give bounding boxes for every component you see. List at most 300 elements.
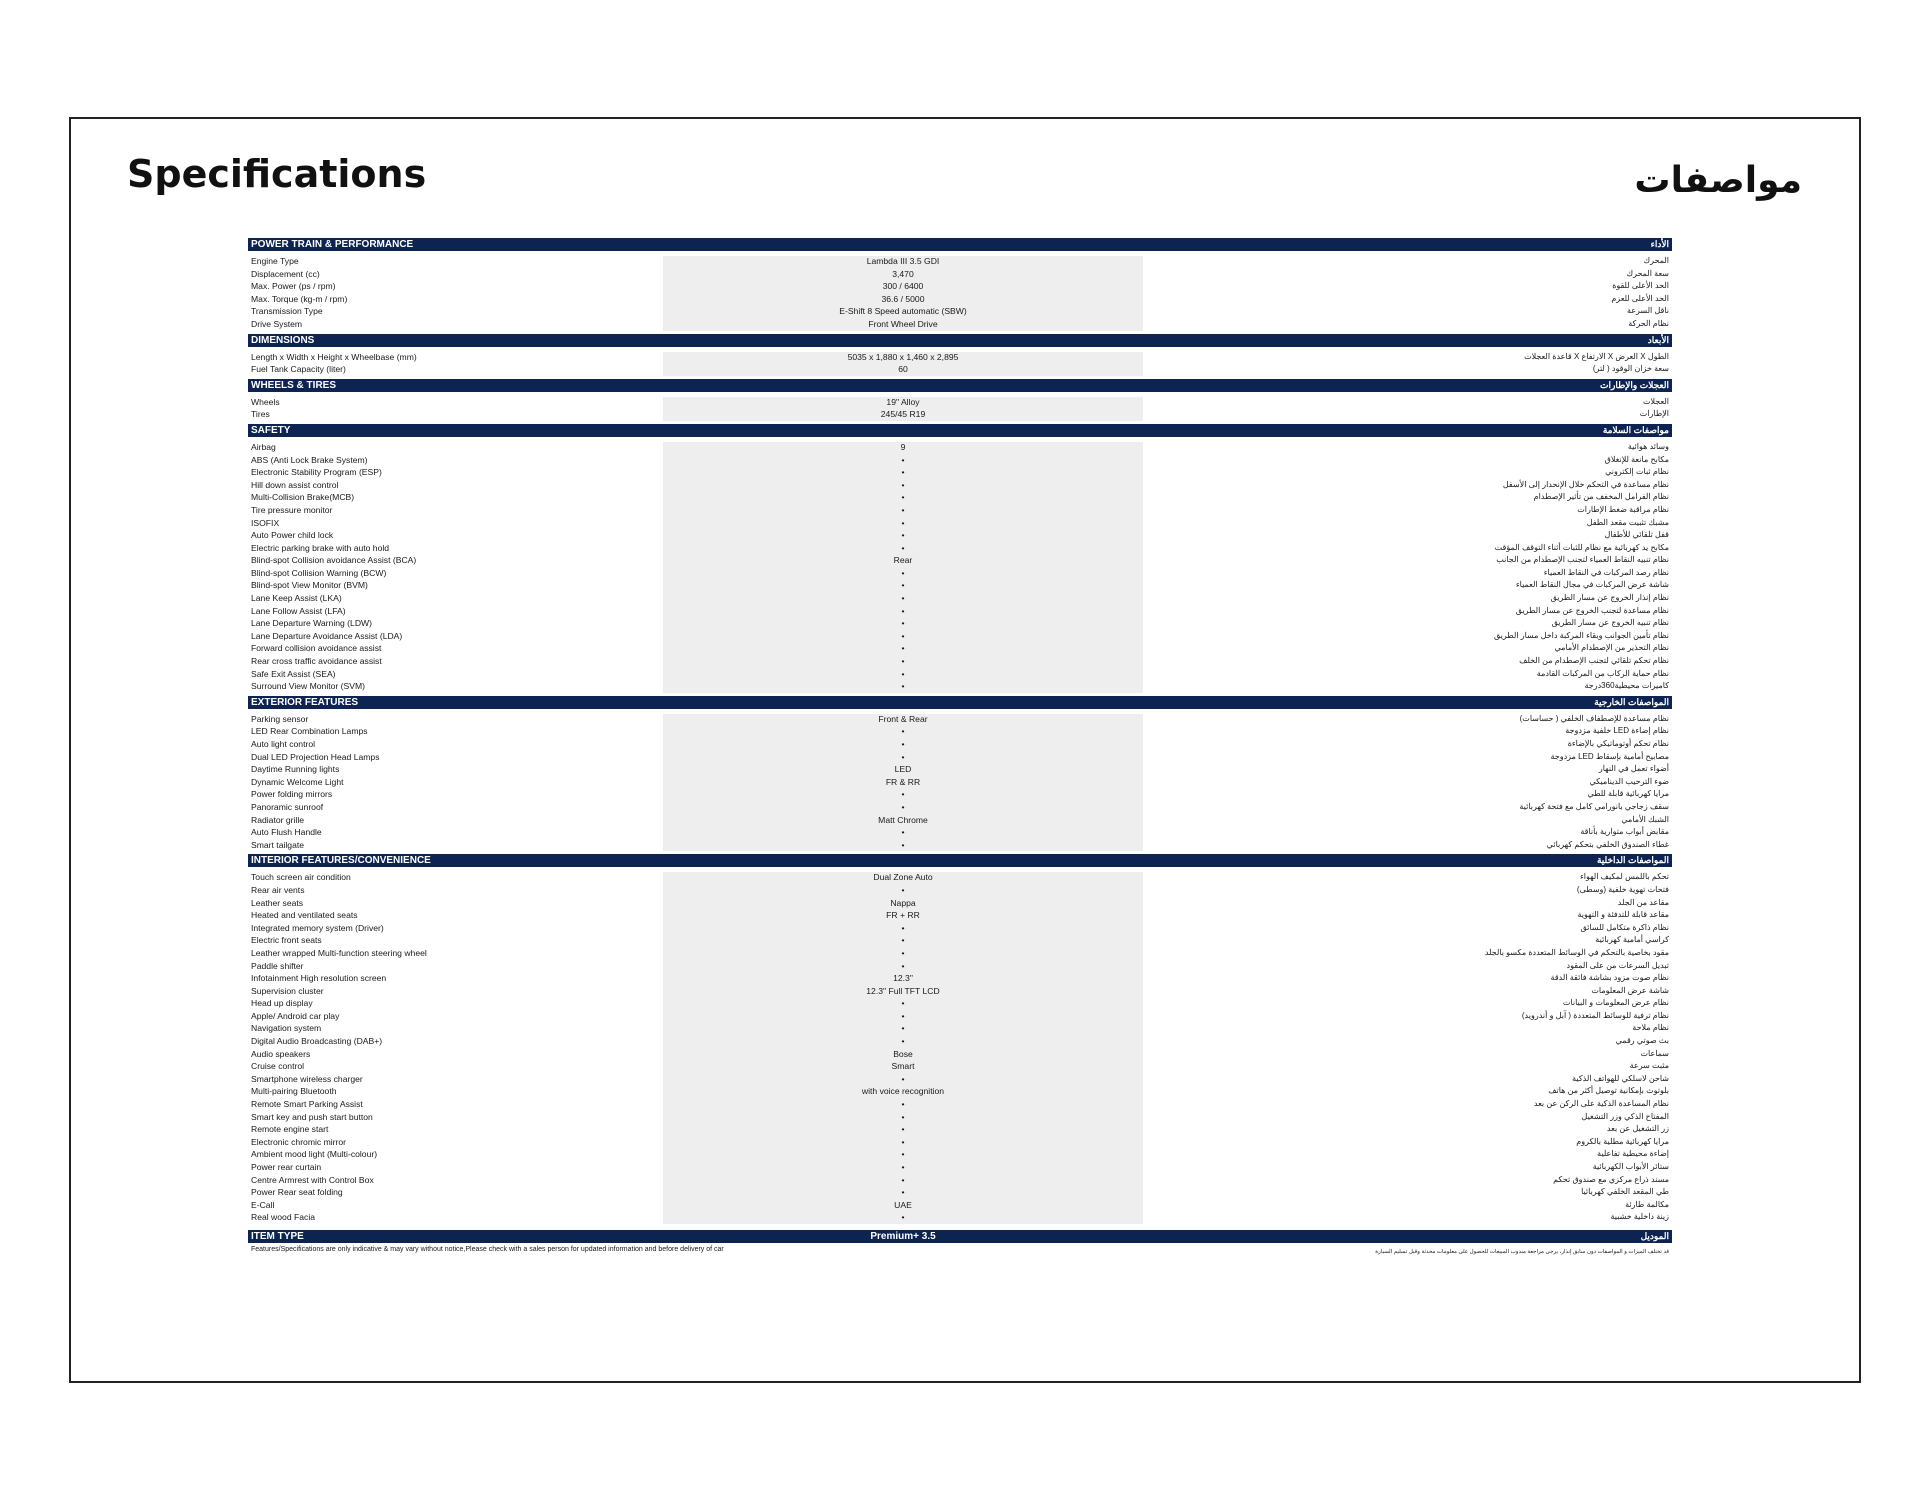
spec-value: • <box>901 884 905 895</box>
spec-row <box>248 897 1672 910</box>
spec-label-english: Auto Power child lock <box>251 530 334 541</box>
spec-value: Rear <box>893 555 913 566</box>
spec-value: Dual Zone Auto <box>873 872 933 883</box>
spec-label-arabic: نظام ثبات إلكتروني <box>1605 467 1669 477</box>
section-title-arabic: المواصفات الخارجية <box>1594 696 1669 707</box>
spec-label-english: Power rear curtain <box>251 1162 322 1172</box>
page-title-arabic: مواصفات <box>1634 160 1802 201</box>
spec-label-arabic: نظام رصد المركبات في النقاط العمياء <box>1543 567 1669 577</box>
spec-label-arabic: نظام تحكم أوتوماتيكي بالإضاءة <box>1567 739 1669 748</box>
section-header <box>248 238 1672 251</box>
spec-label-english: Tire pressure monitor <box>251 504 333 515</box>
section-title-arabic: المواصفات الداخلية <box>1596 855 1669 866</box>
spec-row <box>248 884 1672 897</box>
item-type-label-arabic: الموديل <box>1640 1230 1669 1241</box>
spec-label-arabic: نظام مساعدة لتجنب الخروج عن مسار الطريق <box>1515 605 1669 615</box>
spec-label-english: Smart key and push start button <box>251 1111 373 1122</box>
section-title-english: EXTERIOR FEATURES <box>251 696 359 708</box>
spec-value: 60 <box>898 364 908 375</box>
spec-row <box>248 396 1672 409</box>
spec-row <box>248 960 1672 973</box>
spec-label-english: Length x Width x Height x Wheelbase (mm) <box>251 351 417 362</box>
spec-label-english: LED Rear Combination Lamps <box>251 726 368 737</box>
section-body <box>248 709 1672 855</box>
spec-row <box>248 839 1672 852</box>
spec-label-arabic: مصابيح أمامية بإسقاط LED مزدوجة <box>1550 751 1669 761</box>
spec-label-english: Transmission Type <box>251 306 323 317</box>
spec-value: 300 / 6400 <box>882 281 924 292</box>
spec-row <box>248 517 1672 530</box>
spec-label-english: Blind-spot Collision Warning (BCW) <box>251 567 387 578</box>
spec-label-arabic: مكابح يد كهربائية مع نظام للثبات أثناء التوقف المؤقت <box>1494 542 1669 552</box>
spec-label-arabic: تبديل السرعات من على المقود <box>1566 960 1669 970</box>
spec-label-english: Electronic chromic mirror <box>251 1136 347 1147</box>
spec-label-arabic: ناقل السرعة <box>1626 306 1669 316</box>
spec-value: • <box>901 1124 905 1135</box>
spec-label-english: Forward collision avoidance assist <box>251 643 382 654</box>
spec-label-arabic: نظام تأمين الجوانب وبقاء المركبة داخل مسار الطريق <box>1493 630 1669 640</box>
spec-row <box>248 776 1672 789</box>
spec-label-arabic: المفتاح الذكي وزر التشغيل <box>1581 1111 1669 1121</box>
spec-label-english: Lane Follow Assist (LFA) <box>251 605 346 616</box>
section-header <box>248 334 1672 347</box>
spec-label-arabic: الطول X العرض X الارتفاع X قاعدة العجلات <box>1524 351 1669 361</box>
spec-value: Smart <box>891 1061 915 1072</box>
spec-value: Lambda III 3.5 GDI <box>866 256 940 266</box>
spec-label-english: Touch screen air condition <box>251 872 351 883</box>
spec-label-english: Auto light control <box>251 739 316 749</box>
spec-label-arabic: نظام الفرامل المخفف من تأثير الإصطدام <box>1533 492 1669 502</box>
spec-label-arabic: نظام ملاحة <box>1632 1023 1669 1033</box>
spec-value: 3,470 <box>892 268 914 279</box>
spec-label-arabic: العجلات <box>1643 396 1669 406</box>
spec-label-arabic: نظام إنذار الخروج عن مسار الطريق <box>1550 593 1669 603</box>
spec-label-english: Dual LED Projection Head Lamps <box>251 751 380 762</box>
spec-label-arabic: نظام صوت مزود بشاشة فائقة الدقة <box>1550 973 1669 983</box>
spec-row <box>248 788 1672 801</box>
spec-row <box>248 655 1672 668</box>
spec-label-english: Lane Departure Warning (LDW) <box>251 618 372 629</box>
section-body <box>248 437 1672 696</box>
spec-row <box>248 305 1672 318</box>
spec-row <box>248 255 1672 268</box>
spec-row <box>248 668 1672 681</box>
spec-row <box>248 293 1672 306</box>
spec-label-english: Daytime Running lights <box>251 764 340 775</box>
spec-label-arabic: نظام مساعدة للإصطفاف الخلفي ( حساسات) <box>1519 713 1669 723</box>
spec-value: • <box>901 789 905 800</box>
section-body <box>248 251 1672 334</box>
spec-label-arabic: أضواء تعمل في النهار <box>1598 764 1669 774</box>
spec-value: • <box>901 681 905 692</box>
spec-label-english: Leather wrapped Multi-function steering wheel <box>251 947 427 958</box>
spec-row <box>248 554 1672 567</box>
section-title-english: DIMENSIONS <box>251 334 315 346</box>
spec-value: 36.6 / 5000 <box>881 293 925 304</box>
spec-value: • <box>901 668 905 679</box>
spec-label-english: Remote engine start <box>251 1124 329 1135</box>
section-title-arabic: الأداء <box>1650 239 1669 249</box>
spec-row <box>248 1174 1672 1187</box>
spec-label-arabic: نظام إضاءة LED خلفية مزدوجة <box>1565 726 1669 736</box>
spec-row <box>248 542 1672 555</box>
section-body <box>248 867 1672 1227</box>
spec-value: UAE <box>894 1199 912 1210</box>
spec-label-english: Digital Audio Broadcasting (DAB+) <box>251 1036 383 1047</box>
spec-label-english: Max. Torque (kg-m / rpm) <box>251 293 348 304</box>
spec-row <box>248 1136 1672 1149</box>
spec-label-arabic: مثبت سرعة <box>1629 1061 1669 1071</box>
spec-row <box>248 529 1672 542</box>
section-header <box>248 424 1672 437</box>
spec-label-arabic: شاشة عرض المعلومات <box>1591 985 1669 995</box>
spec-value: • <box>901 726 905 737</box>
spec-value: • <box>901 827 905 838</box>
spec-label-arabic: الإطارات <box>1639 409 1669 419</box>
spec-label-english: Displacement (cc) <box>251 268 320 279</box>
spec-label-english: E-Call <box>251 1199 275 1210</box>
spec-value: 19" Alloy <box>886 396 920 407</box>
spec-value: Bose <box>893 1048 913 1059</box>
spec-row <box>248 1148 1672 1161</box>
spec-value: • <box>901 517 905 528</box>
spec-label-english: Heated and ventilated seats <box>251 910 358 921</box>
spec-label-english: Remote Smart Parking Assist <box>251 1099 363 1110</box>
spec-value: FR & RR <box>885 776 921 787</box>
spec-label-english: Centre Armrest with Control Box <box>251 1174 374 1185</box>
spec-label-english: ISOFIX <box>251 517 280 528</box>
spec-label-arabic: الحد الأعلى للقوة <box>1612 281 1669 291</box>
spec-label-arabic: طي المقعد الخلفي كهربائيا <box>1581 1187 1669 1197</box>
spec-value: • <box>901 922 905 933</box>
spec-label-arabic: تحكم باللمس لمكيف الهواء <box>1579 872 1669 882</box>
spec-row <box>248 1035 1672 1048</box>
spec-label-english: Radiator grille <box>251 814 305 825</box>
spec-row <box>248 441 1672 454</box>
spec-label-arabic: بلوتوث بإمكانية توصيل أكثر من هاتف <box>1548 1086 1669 1096</box>
spec-label-english: Supervision cluster <box>251 985 324 996</box>
spec-label-arabic: سقف زجاجي بانورامي كامل مع فتحة كهربائية <box>1519 801 1669 811</box>
section-title-english: INTERIOR FEATURES/CONVENIENCE <box>251 855 431 867</box>
spec-row <box>248 801 1672 814</box>
section-title-english: WHEELS & TIRES <box>251 379 337 391</box>
spec-value: Front Wheel Drive <box>868 318 938 329</box>
spec-label-english: Electric front seats <box>251 935 322 946</box>
spec-row <box>248 680 1672 693</box>
spec-row <box>248 642 1672 655</box>
spec-label-english: Rear air vents <box>251 884 305 895</box>
spec-label-arabic: المحرك <box>1643 256 1669 265</box>
spec-value: with voice recognition <box>861 1086 945 1097</box>
spec-row <box>248 1022 1672 1035</box>
spec-label-english: Smart tailgate <box>251 839 305 850</box>
spec-value: • <box>901 530 905 541</box>
item-type-label: ITEM TYPE <box>251 1230 304 1242</box>
spec-value: • <box>901 656 905 667</box>
spec-value: • <box>901 1010 905 1021</box>
spec-value: Nappa <box>890 897 916 908</box>
spec-value: • <box>901 751 905 762</box>
spec-value: • <box>901 504 905 515</box>
page-title-english: Specifications <box>127 152 427 196</box>
spec-label-arabic: الشبك الأمامي <box>1621 814 1669 824</box>
disclaimer-arabic: قد تختلف الميزات و المواصفات دون سابق إنذار، يرجى مراجعة مندوب المبيعات للحصول على معلومات محدثة وقبل تسليم السيارة <box>1375 1248 1669 1255</box>
spec-row <box>248 1186 1672 1199</box>
spec-label-english: Wheels <box>251 396 280 407</box>
spec-value: FR + RR <box>886 910 920 921</box>
spec-value: • <box>901 1099 905 1110</box>
spec-row <box>248 1199 1672 1212</box>
spec-row <box>248 1098 1672 1111</box>
spec-label-arabic: نظام ذاكرة متكامل للسائق <box>1580 922 1669 932</box>
spec-row <box>248 617 1672 630</box>
spec-value: • <box>901 542 905 553</box>
spec-value: • <box>901 467 905 478</box>
spec-label-arabic: مرايا كهربائية قابلة للطي <box>1587 789 1669 799</box>
spec-row <box>248 491 1672 504</box>
spec-label-english: Audio speakers <box>251 1048 311 1059</box>
spec-label-english: Airbag <box>251 441 276 452</box>
spec-value: • <box>901 1036 905 1047</box>
spec-label-arabic: نظام عرض المعلومات و البيانات <box>1562 998 1669 1008</box>
spec-label-arabic: مشبك تثبيت مقعد الطفل <box>1586 517 1669 527</box>
spec-label-arabic: الحد الأعلى للعزم <box>1611 293 1669 303</box>
section-title-arabic: العجلات والإطارات <box>1600 379 1669 390</box>
spec-label-arabic: بث صوتي رقمي <box>1615 1036 1669 1046</box>
spec-value: • <box>901 1174 905 1185</box>
spec-value: 9 <box>900 441 906 452</box>
spec-value: • <box>901 643 905 654</box>
spec-label-english: Auto Flush Handle <box>251 827 322 838</box>
spec-value: • <box>901 618 905 629</box>
spec-row <box>248 351 1672 364</box>
spec-row <box>248 466 1672 479</box>
spec-label-english: Multi-Collision Brake(MCB) <box>251 492 355 503</box>
spec-value: • <box>901 998 905 1009</box>
spec-row <box>248 725 1672 738</box>
spec-value: Matt Chrome <box>878 814 928 825</box>
spec-label-english: Parking sensor <box>251 713 309 724</box>
specifications-table <box>248 238 1672 1255</box>
section-title-english: SAFETY <box>251 424 291 436</box>
spec-label-english: Ambient mood light (Multi-colour) <box>251 1149 378 1160</box>
spec-row <box>248 947 1672 960</box>
spec-row <box>248 408 1672 421</box>
spec-label-arabic: مقاعد قابلة للتدفئة و التهوية <box>1577 910 1669 920</box>
spec-label-arabic: مقابض أبواب متوارية بأناقة <box>1580 827 1669 837</box>
spec-label-arabic: نظام تنبيه الخروج عن مسار الطريق <box>1551 618 1669 628</box>
spec-row <box>248 985 1672 998</box>
spec-value: • <box>901 1212 905 1223</box>
spec-label-arabic: نظام حماية الركاب من المركبات القادمة <box>1536 668 1669 678</box>
spec-label-english: Hill down assist control <box>251 479 339 490</box>
spec-label-arabic: شاشة عرض المركبات في مجال النقاط العمياء <box>1515 580 1669 590</box>
section-header <box>248 854 1672 867</box>
spec-row <box>248 268 1672 281</box>
spec-label-english: Tires <box>251 409 270 420</box>
spec-value: • <box>901 605 905 616</box>
spec-value: 5035 x 1,880 x 1,460 x 2,895 <box>847 351 959 362</box>
spec-value: • <box>901 479 905 490</box>
spec-label-english: Electronic Stability Program (ESP) <box>251 467 382 478</box>
spec-label-arabic: مقود بخاصية بالتحكم في الوسائط المتعددة مكسو بالجلد <box>1484 947 1669 957</box>
spec-label-english: Rear cross traffic avoidance assist <box>251 656 382 667</box>
item-type-bar <box>248 1230 1672 1243</box>
section-body <box>248 347 1672 379</box>
spec-label-english: Integrated memory system (Driver) <box>251 922 384 933</box>
spec-value: • <box>901 1162 905 1172</box>
spec-label-english: Infotainment High resolution screen <box>251 973 387 984</box>
spec-row <box>248 751 1672 764</box>
spec-label-arabic: كاميرات محيطية360درجة <box>1584 681 1669 691</box>
spec-label-english: Blind-spot Collision avoidance Assist (BCA) <box>251 555 417 566</box>
spec-label-arabic: سعة المحرك <box>1626 268 1669 278</box>
spec-row <box>248 1048 1672 1061</box>
spec-label-english: Engine Type <box>251 256 299 266</box>
spec-label-arabic: نظام مراقبة ضغط الإطارات <box>1577 504 1669 514</box>
spec-label-arabic: نظام تحكم تلقائي لتجنب الإصطدام من الخلف <box>1519 656 1669 666</box>
spec-label-english: Cruise control <box>251 1061 305 1072</box>
spec-label-arabic: مكالمة طارئة <box>1625 1199 1669 1209</box>
spec-label-english: Navigation system <box>251 1023 322 1034</box>
spec-label-english: Lane Departure Avoidance Assist (LDA) <box>251 630 403 641</box>
spec-row <box>248 1123 1672 1136</box>
spec-row <box>248 997 1672 1010</box>
spec-value: • <box>901 1023 905 1034</box>
spec-label-arabic: فتحات تهوية خلفية (وسطى) <box>1576 884 1669 894</box>
spec-label-arabic: سعة خزان الوقود ( لتر) <box>1592 364 1669 374</box>
spec-row <box>248 1010 1672 1023</box>
section-title-arabic: الأبعاد <box>1647 334 1669 345</box>
spec-label-arabic: نظام تنبيه النقاط العمياء لتجنب الإصطدام من الجانب <box>1496 555 1669 565</box>
spec-label-arabic: مسند ذراع مركزي مع صندوق تحكم <box>1553 1174 1669 1184</box>
spec-row <box>248 713 1672 726</box>
spec-row <box>248 567 1672 580</box>
spec-value: • <box>901 935 905 946</box>
spec-label-arabic: شاحن لاسلكي للهواتف الذكية <box>1572 1073 1669 1083</box>
spec-value: • <box>901 567 905 578</box>
spec-label-english: Head up display <box>251 998 313 1009</box>
section-header <box>248 379 1672 392</box>
spec-row <box>248 922 1672 935</box>
spec-label-arabic: نظام التحذير من الإصطدام الأمامي <box>1554 643 1669 653</box>
spec-row <box>248 630 1672 643</box>
spec-row <box>248 1085 1672 1098</box>
spec-value: • <box>901 1111 905 1122</box>
spec-row <box>248 1211 1672 1224</box>
spec-label-english: Drive System <box>251 318 303 329</box>
spec-row <box>248 318 1672 331</box>
spec-value: E-Shift 8 Speed automatic (SBW) <box>839 306 967 317</box>
spec-value: • <box>901 593 905 604</box>
spec-value: 245/45 R19 <box>880 409 926 420</box>
spec-row <box>248 909 1672 922</box>
spec-label-english: Blind-spot View Monitor (BVM) <box>251 580 368 591</box>
spec-row <box>248 1161 1672 1174</box>
spec-label-arabic: نظام مساعدة في التحكم خلال الإنحدار إلى الأسفل <box>1502 479 1669 489</box>
spec-value: • <box>901 1187 905 1198</box>
spec-label-arabic: قفل تلقائي للأطفال <box>1604 530 1669 540</box>
spec-label-arabic: كراسي أمامية كهربائية <box>1595 935 1669 945</box>
spec-row <box>248 363 1672 376</box>
spec-row <box>248 1060 1672 1073</box>
spec-value: 12.3" <box>893 973 913 984</box>
spec-value: • <box>901 801 905 812</box>
disclaimer <box>248 1245 1672 1255</box>
spec-row <box>248 972 1672 985</box>
spec-value: • <box>901 947 905 958</box>
spec-label-arabic: وسائد هوائية <box>1627 441 1669 451</box>
spec-row <box>248 934 1672 947</box>
spec-label-arabic: زينة داخلية خشبية <box>1610 1212 1669 1222</box>
spec-row <box>248 826 1672 839</box>
spec-label-english: ABS (Anti Lock Brake System) <box>251 454 368 465</box>
spec-label-english: Max. Power (ps / rpm) <box>251 281 336 292</box>
spec-value: 12.3" Full TFT LCD <box>866 985 940 996</box>
spec-row <box>248 479 1672 492</box>
spec-value: Front & Rear <box>878 713 928 724</box>
section-title-arabic: مواصفات السلامة <box>1602 424 1669 435</box>
spec-label-arabic: إضاءة محيطية تفاعلية <box>1597 1149 1669 1159</box>
spec-label-arabic: نظام الحركة <box>1628 318 1669 328</box>
spec-label-english: Power Rear seat folding <box>251 1187 343 1198</box>
spec-row <box>248 579 1672 592</box>
spec-row <box>248 280 1672 293</box>
spec-value: • <box>901 1073 905 1084</box>
spec-row <box>248 1073 1672 1086</box>
section-header <box>248 696 1672 709</box>
spec-label-english: Leather seats <box>251 897 304 908</box>
spec-label-arabic: مقاعد من الجلد <box>1617 897 1669 907</box>
spec-value: • <box>901 1136 905 1147</box>
spec-row <box>248 454 1672 467</box>
spec-row <box>248 871 1672 884</box>
spec-label-english: Dynamic Welcome Light <box>251 776 344 787</box>
spec-label-arabic: مرايا كهربائية مطلية بالكروم <box>1576 1136 1669 1146</box>
spec-label-arabic: نظام المساعدة الذكية على الركن عن بعد <box>1533 1099 1669 1109</box>
spec-label-english: Apple/ Android car play <box>251 1010 340 1021</box>
spec-label-arabic: زر التشغيل عن بعد <box>1606 1124 1669 1134</box>
spec-value: • <box>901 839 905 850</box>
spec-row <box>248 738 1672 751</box>
spec-label-english: Lane Keep Assist (LKA) <box>251 593 342 604</box>
item-type-value: Premium+ 3.5 <box>870 1230 936 1242</box>
spec-value: • <box>901 739 905 749</box>
spec-row <box>248 1111 1672 1124</box>
spec-label-english: Electric parking brake with auto hold <box>251 542 390 553</box>
spec-label-arabic: ضوء الترحيب الديناميكي <box>1589 776 1669 786</box>
spec-label-english: Real wood Facia <box>251 1212 316 1223</box>
spec-label-arabic: سماعات <box>1640 1048 1669 1058</box>
spec-value: • <box>901 454 905 465</box>
spec-row <box>248 504 1672 517</box>
spec-row <box>248 763 1672 776</box>
spec-label-english: Paddle shifter <box>251 960 304 971</box>
spec-row <box>248 605 1672 618</box>
spec-value: • <box>901 960 905 971</box>
spec-label-english: Multi-pairing Bluetooth <box>251 1086 337 1097</box>
disclaimer-english: Features/Specifications are only indicative & may vary without notice,Please check with a sales person for updated information and before delivery of car <box>251 1245 724 1253</box>
spec-value: • <box>901 630 905 641</box>
spec-value: • <box>901 492 905 503</box>
section-body <box>248 392 1672 424</box>
spec-label-english: Safe Exit Assist (SEA) <box>251 668 336 679</box>
spec-label-english: Smartphone wireless charger <box>251 1073 363 1084</box>
spec-value: • <box>901 580 905 591</box>
spec-row <box>248 592 1672 605</box>
spec-label-arabic: غطاء الصندوق الخلفي بتحكم كهربائي <box>1546 839 1669 849</box>
spec-label-arabic: مكابح مانعة للإنغلاق <box>1604 454 1669 464</box>
